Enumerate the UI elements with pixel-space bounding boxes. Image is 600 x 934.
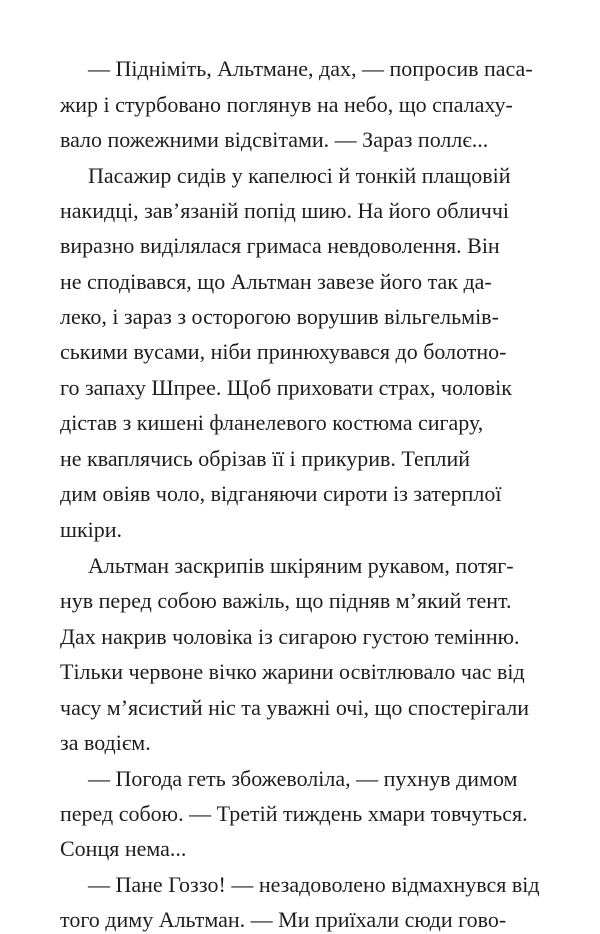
text-line: го запаху Шпрее. Щоб приховати страх, чоловік [60,375,512,400]
text-line: накидці, зав’язаній попід шию. На його обличчі [60,198,510,223]
text-line: Пасажир сидів у капелюсі й тонкій плащовій [88,163,511,188]
text-line: ськими вусами, ніби принюхувався до болотно- [60,339,507,364]
text-line: Дах накрив чоловіка із сигарою густою темінню. [60,624,520,649]
text-line: — Погода геть збожеволіла, — пухнув димом [88,766,518,791]
text-line: жир і стурбовано поглянув на небо, що спалаху- [60,92,513,117]
text-line: не сподівався, що Альтман завезе його так да- [60,269,492,294]
text-line: дістав з кишені фланелевого костюма сигару, [60,410,484,435]
text-line: нув перед собою важіль, що підняв м’який тент. [60,588,512,613]
text-line: виразно виділялася гримаса невдоволення. Він [60,233,500,258]
text-line: не кваплячись обрізав її і прикурив. Теплий [60,446,471,471]
text-line: того диму Альтман. — Ми приїхали сюди гово- [60,907,507,932]
text-line: леко, і зараз з осторогою ворушив вільгельмів- [60,304,499,329]
text-line: часу м’ясистий ніс та уважні очі, що спостерігали [60,695,530,720]
text-line: перед собою. — Третій тиждень хмари товчуться. [60,801,528,826]
text-line: — Підніміть, Альтмане, дах, — попросив паса- [88,56,533,81]
text-line: Сонця нема... [60,836,187,861]
text-line: вало пожежними відсвітами. — Зараз поллє... [60,127,489,152]
text-line: Тільки червоне вічко жарини освітлювало час від [60,659,525,684]
text-line: шкіри. [60,517,123,542]
text-line: Альтман заскрипів шкіряним рукавом, потяг- [88,553,514,578]
text-line: — Пане Гоззо! — незадоволено відмахнувся від [88,872,540,897]
text-line: дим овіяв чоло, відганяючи сироти із затерплої [60,481,502,506]
text-line: за водієм. [60,730,151,755]
